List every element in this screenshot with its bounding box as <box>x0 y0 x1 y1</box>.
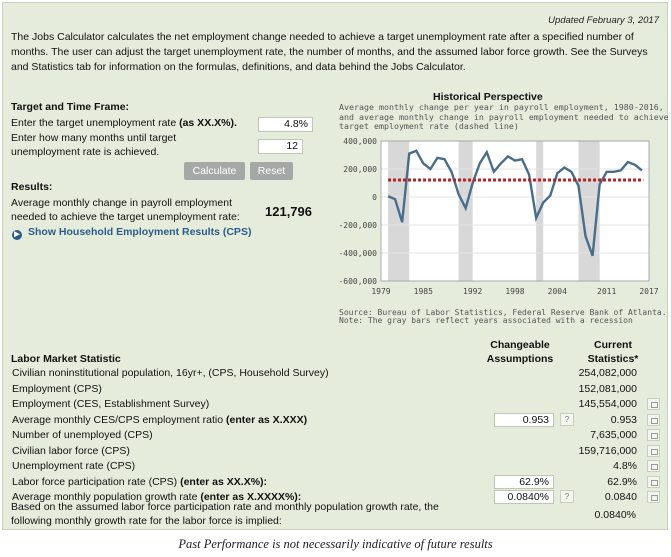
row-label: Number of unemployed (CPS) <box>12 429 153 441</box>
current-value: 152,081,000 <box>578 382 637 395</box>
target-rate-label: Enter the target unemployment rate (as XX.X%). <box>11 117 237 129</box>
table-row <box>12 366 662 380</box>
show-household-results-link[interactable]: ▶ Show Household Employment Results (CPS) <box>12 226 251 240</box>
months-input[interactable]: 12 <box>258 139 303 154</box>
row-label: Civilian noninstitutional population, 16yr+, (CPS, Household Survey) <box>12 367 329 379</box>
chart-icon[interactable] <box>647 398 660 410</box>
target-rate-input[interactable]: 4.8% <box>258 117 313 132</box>
changeable-input[interactable]: 0.953 <box>494 413 554 427</box>
current-value: 4.8% <box>613 460 637 472</box>
y-tick-label: -400,000 <box>338 249 377 258</box>
table-row <box>12 397 662 411</box>
results-section-title: Results: <box>11 181 53 193</box>
current-value: 254,082,000 <box>578 367 637 379</box>
row-label: Unemployment rate (CPS) <box>12 460 136 472</box>
intro-text: The Jobs Calculator calculates the net employment change needed to achieve a target unemployment rate after a specified number of months. The user can adjust the target unemployment rate, the number of months, and the assumed labor force growth. See the Surveys and Statistics tab for information on the formulas, definitions, and data behind the Jobs Calculator. <box>11 31 648 73</box>
current-value: 62.9% <box>607 475 637 488</box>
jobs-calculator-panel <box>2 2 668 530</box>
chart-title: Historical Perspective <box>433 91 543 103</box>
y-tick-label: 400,000 <box>343 137 377 146</box>
x-tick-label: 1998 <box>505 287 525 296</box>
current-value: 0.0840 <box>604 491 637 503</box>
help-icon[interactable]: ? <box>560 490 574 503</box>
help-icon[interactable]: ? <box>560 413 574 426</box>
row-label: Average monthly population growth rate (enter as X.XXXX%): <box>12 491 302 503</box>
months-label: Enter how many months until target unemployment rate is achieved. <box>11 132 177 158</box>
disclaimer: Past Performance is not necessarily indicative of future results <box>178 537 493 551</box>
implied-growth-label: Based on the assumed labor force participation rate and monthly population growth rate, the following monthly growth rate for the labor force is implied: <box>11 501 439 527</box>
chart-icon[interactable] <box>647 491 660 503</box>
table-row <box>12 413 662 427</box>
row-label: Average monthly CES/CPS employment ratio (enter as X.XXX) <box>12 413 308 426</box>
row-label: Civilian labor force (CPS) <box>12 444 130 457</box>
current-value: 0.953 <box>610 413 637 426</box>
chart-icon[interactable] <box>647 429 660 441</box>
chart-subtitle: Average monthly change per year in payroll employment, 1980-2016, and average monthly change in payroll employment needed to achieve target employment rate (dashed line) <box>339 102 669 131</box>
chart-icon[interactable] <box>647 476 660 488</box>
row-label: Employment (CES, Establishment Survey) <box>12 398 210 410</box>
chart-icon[interactable] <box>647 414 660 426</box>
x-tick-label: 1979 <box>371 287 391 296</box>
results-value: 121,796 <box>265 204 312 219</box>
y-tick-label: 200,000 <box>343 165 377 174</box>
x-tick-label: 1985 <box>413 287 433 296</box>
y-tick-label: -600,000 <box>338 277 377 286</box>
historical-perspective-chart <box>333 133 669 305</box>
implied-growth-value: 0.0840% <box>594 509 636 521</box>
y-tick-label: -200,000 <box>338 221 377 230</box>
header-label: Labor Market Statistic <box>11 353 121 365</box>
table-row <box>12 444 662 458</box>
header-changeable: Changeable Assumptions <box>486 339 554 365</box>
current-value: 145,554,000 <box>578 398 637 410</box>
row-label: Labor force participation rate (CPS) (enter as XX.X%): <box>12 475 268 488</box>
target-section-title: Target and Time Frame: <box>11 101 130 113</box>
changeable-input[interactable]: 62.9% <box>494 475 554 489</box>
chart-icon[interactable] <box>647 460 660 472</box>
arrow-right-icon: ▶ <box>12 230 22 240</box>
x-tick-label: 1992 <box>463 287 483 296</box>
row-label: Employment (CPS) <box>12 382 102 395</box>
updated-date: Updated February 3, 2017 <box>548 15 659 26</box>
table-row <box>12 475 662 489</box>
changeable-input[interactable]: 0.0840% <box>494 490 554 504</box>
table-row <box>12 428 662 442</box>
chart-icon[interactable] <box>647 445 660 457</box>
current-value: 7,635,000 <box>590 429 637 441</box>
current-value: 159,716,000 <box>578 444 637 457</box>
x-tick-label: 2004 <box>547 287 567 296</box>
table-row <box>12 382 662 396</box>
header-current: Current Statistics* <box>587 339 639 365</box>
y-tick-label: 0 <box>372 193 377 202</box>
reset-button[interactable]: Reset <box>250 162 293 180</box>
x-tick-label: 2017 <box>639 287 659 296</box>
recession-bar <box>459 141 473 281</box>
chart-source: Source: Bureau of Labor Statistics, Federal Reserve Bank of Atlanta. Note: The gray bars reflect years associated with a recession <box>339 308 667 325</box>
calculate-button[interactable]: Calculate <box>184 162 245 180</box>
x-tick-label: 2011 <box>597 287 617 296</box>
table-row <box>12 459 662 473</box>
results-label: Average monthly change in payroll employment needed to achieve the target unemployment rate: <box>11 197 240 223</box>
